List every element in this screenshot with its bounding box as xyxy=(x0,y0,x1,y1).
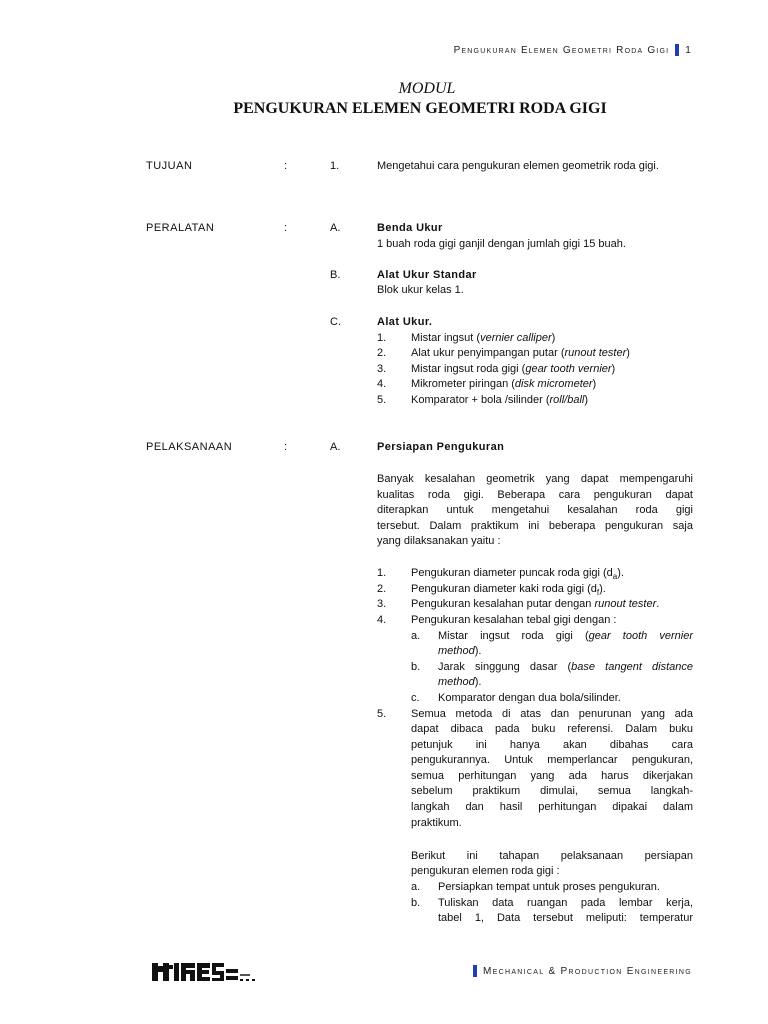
list-item: Pengukuran kesalahan putar dengan runout tester. xyxy=(411,598,660,610)
section-colon: : xyxy=(284,441,288,453)
paragraph-line: langkah dan hasil perhitungan dipakai dalam xyxy=(411,801,693,813)
list-number: 5. xyxy=(377,708,387,720)
section-label-peralatan: PERALATAN xyxy=(146,222,215,234)
sublist-item-cont: tabel 1, Data tersebut meliputi: temperatur xyxy=(438,912,693,924)
section-label-tujuan: TUJUAN xyxy=(146,160,193,172)
paragraph-line: yang dilaksanakan yaitu : xyxy=(377,535,501,547)
sublist-item: Persiapkan tempat untuk proses pengukuran. xyxy=(438,881,660,893)
subsection-text: Blok ukur kelas 1. xyxy=(377,284,464,296)
list-number: 4. xyxy=(377,614,387,626)
list-number: 1. xyxy=(377,567,387,579)
list-number: 4. xyxy=(377,378,387,390)
footer-accent-bar xyxy=(473,965,477,977)
document-title: PENGUKURAN ELEMEN GEOMETRI RODA GIGI xyxy=(233,100,607,117)
sublist-item-cont: method). xyxy=(438,645,482,657)
paragraph-line: Berikut ini tahapan pelaksanaan persiapan xyxy=(411,850,693,862)
subsection-heading: Alat Ukur. xyxy=(377,316,433,328)
list-letter: B. xyxy=(330,269,341,281)
list-item: Mikrometer piringan (disk micrometer) xyxy=(411,378,597,390)
paragraph-line: diterapkan untuk mengetahui kesalahan roda gigi xyxy=(377,504,693,516)
footer-text: Mechanical & Production Engineering xyxy=(483,965,692,977)
paragraph-line: Semua metoda di atas dan penurunan yang ada xyxy=(411,708,693,720)
tujuan-text: Mengetahui cara pengukuran elemen geometrik roda gigi. xyxy=(377,160,659,172)
sublist-item-cont: method). xyxy=(438,676,482,688)
list-letter: A. xyxy=(330,222,341,234)
header-accent-bar xyxy=(675,44,679,56)
paragraph-line: Banyak kesalahan geometrik yang dapat mempengaruhi xyxy=(377,473,693,485)
list-item: Pengukuran diameter kaki roda gigi $(d_f)$. xyxy=(411,583,606,598)
paragraph-line: dapat dibaca pada buku referensi. Dalam buku xyxy=(411,723,693,735)
sublist-letter: a. xyxy=(411,630,421,642)
module-label: MODUL xyxy=(398,80,456,97)
list-number: 5. xyxy=(377,394,387,406)
list-item: Pengukuran diameter puncak roda gigi $(d_a)$. xyxy=(411,567,624,582)
list-number: 3. xyxy=(377,363,387,375)
list-item: Pengukuran kesalahan tebal gigi dengan : xyxy=(411,614,617,626)
list-number: 1. xyxy=(330,160,340,172)
sublist-letter: c. xyxy=(411,692,420,704)
paragraph-line: semua perhitungan yang ada harus dikerjakan xyxy=(411,770,693,782)
list-number: 2. xyxy=(377,583,387,595)
section-colon: : xyxy=(284,222,288,234)
sublist-letter: a. xyxy=(411,881,421,893)
subsection-heading: Benda Ukur xyxy=(377,222,443,234)
list-number: 2. xyxy=(377,347,387,359)
paragraph-line: praktikum. xyxy=(411,817,462,829)
list-item: Alat ukur penyimpangan putar (runout tester) xyxy=(411,347,630,359)
paragraph-line: pengukurannya. Untuk memperlancar pengukuran, xyxy=(411,754,693,766)
list-item: Komparator + bola /silinder (roll/ball) xyxy=(411,394,589,406)
section-colon: : xyxy=(284,160,288,172)
running-header xyxy=(454,44,692,56)
running-footer xyxy=(473,965,692,977)
list-letter: C. xyxy=(330,316,341,328)
section-label-pelaksanaan: PELAKSANAAN xyxy=(146,441,233,453)
list-item: Mistar ingsut (vernier calliper) xyxy=(411,332,556,344)
subsection-heading: Persiapan Pengukuran xyxy=(377,441,505,453)
sublist-item: Komparator dengan dua bola/silinder. xyxy=(438,692,621,704)
institution-logo-icon xyxy=(150,960,260,984)
paragraph-line: petunjuk ini hanya akan dibahas cara xyxy=(411,739,693,751)
list-item: Mistar ingsut roda gigi (gear tooth vernier) xyxy=(411,363,616,375)
paragraph-line: sebelum praktikum dimulai, semua langkah- xyxy=(411,785,693,797)
sublist-item: Jarak singgung dasar (base tangent distance xyxy=(438,661,693,673)
list-letter: A. xyxy=(330,441,341,453)
sublist-letter: b. xyxy=(411,897,421,909)
page-number: 1 xyxy=(685,44,692,56)
subsection-text: 1 buah roda gigi ganjil dengan jumlah gigi 15 buah. xyxy=(377,238,626,250)
sublist-item: Tuliskan data ruangan pada lembar kerja, xyxy=(438,897,693,909)
paragraph-line: tersebut. Dalam praktikum ini beberapa pengukuran saja xyxy=(377,520,693,532)
subsection-heading: Alat Ukur Standar xyxy=(377,269,477,281)
list-number: 1. xyxy=(377,332,387,344)
paragraph-line: pengukuran elemen roda gigi : xyxy=(411,865,560,877)
sublist-item: Mistar ingsut roda gigi (gear tooth vernier xyxy=(438,630,694,642)
running-header-title: Pengukuran Elemen Geometri Roda Gigi xyxy=(453,44,670,56)
paragraph-line: kualitas roda gigi. Beberapa cara pengukuran dapat xyxy=(377,489,693,501)
sublist-letter: b. xyxy=(411,661,421,673)
list-number: 3. xyxy=(377,598,387,610)
